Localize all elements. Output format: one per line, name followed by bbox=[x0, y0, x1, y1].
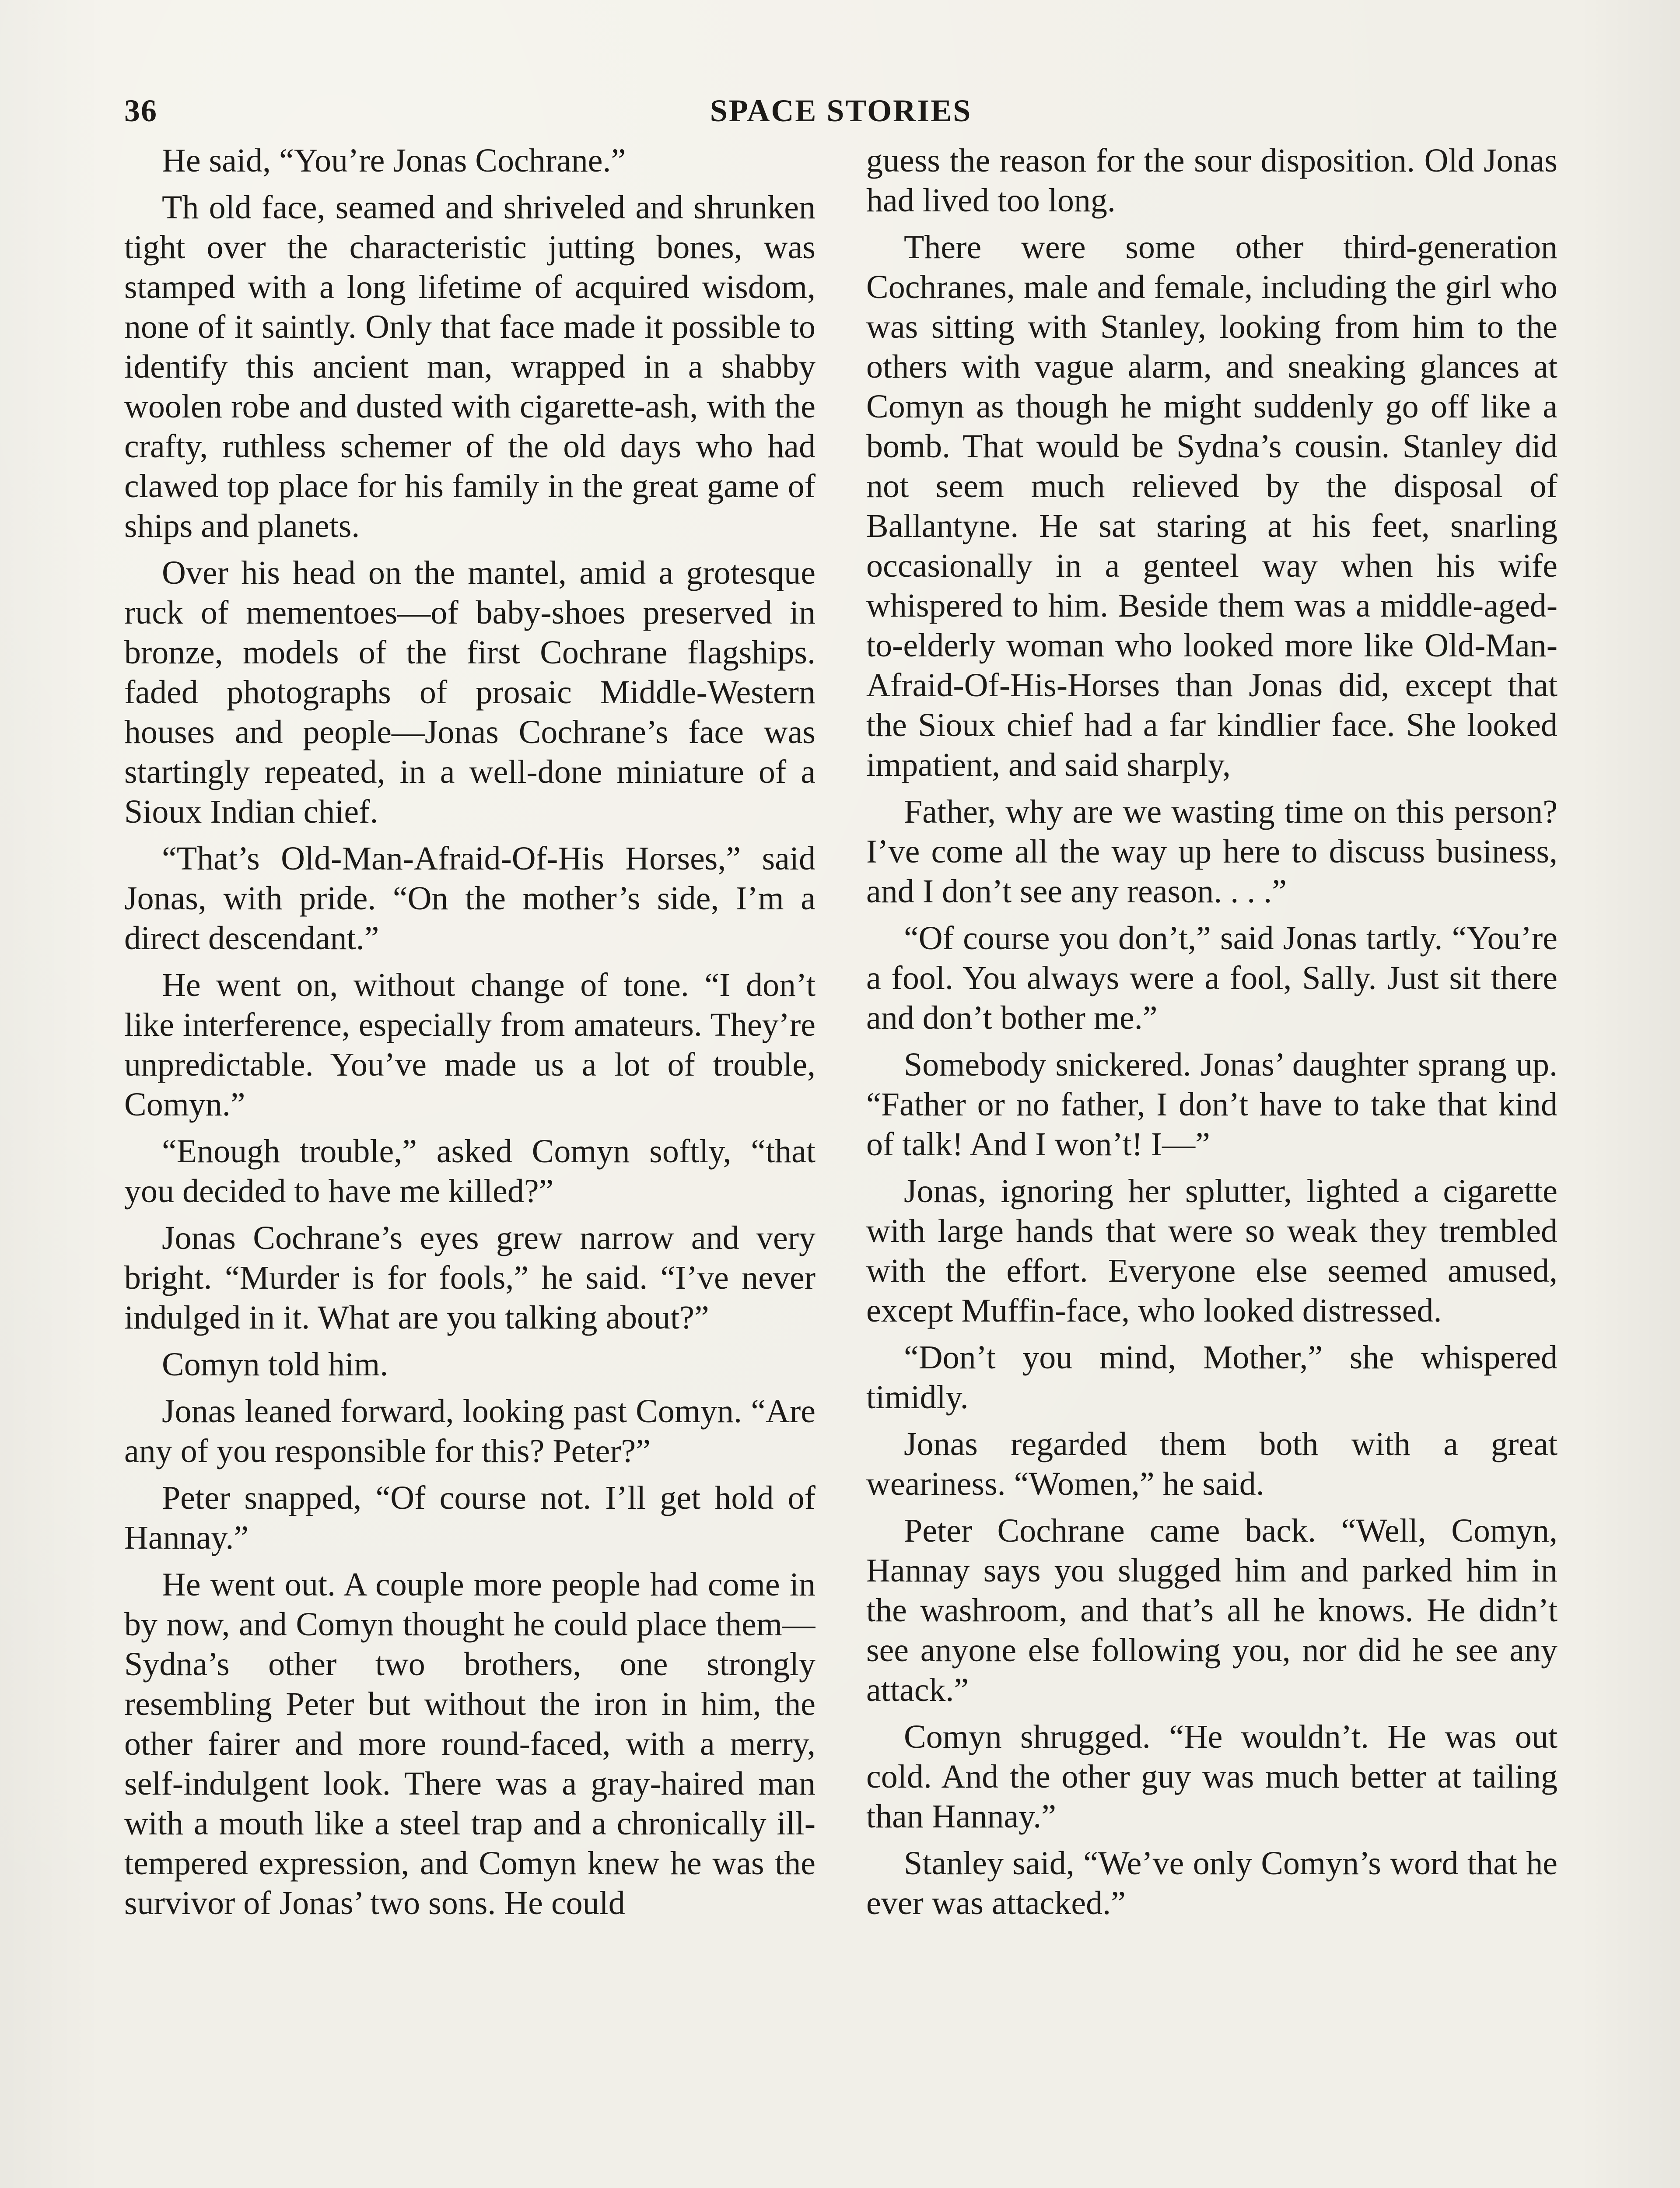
paragraph: Peter Cochrane came back. “Well, Comyn, Hannay says you slugged him and parked him in the washroom, and that’s all he knows. He didn’t see anyone else following you, nor did he see any attack.” bbox=[866, 1512, 1558, 1708]
paragraph: “That’s Old-Man-Afraid-Of-His Horses,” said Jonas, with pride. “On the mother’s side, I’m a direct descendant.” bbox=[124, 840, 816, 957]
paragraph: He said, “You’re Jonas Cochrane.” bbox=[162, 142, 626, 179]
paragraph: Over his head on the mantel, amid a grotesque ruck of mementoes—of baby-shoes preserved in bronze, models of the first Cochrane flagships. faded photographs of prosaic Middle-Western houses and people—Jonas Cochrane’s face was startingly repeated, in a well-done miniature of a Sioux Indian chief. bbox=[124, 554, 816, 830]
paragraph: Jonas Cochrane’s eyes grew narrow and very bright. “Murder is for fools,” he said. “I’ve never indulged in it. What are you talking about?” bbox=[124, 1220, 816, 1336]
paragraph: Peter snapped, “Of course not. I’ll get hold of Hannay.” bbox=[124, 1480, 816, 1556]
page-number: 36 bbox=[124, 93, 158, 128]
paragraph: He went out. A couple more people had come in by now, and Comyn thought he could place them—Sydna’s other two brothers, one strongly resembling Peter but without the iron in him, the other fairer and more round-faced, with a merry, self-indulgent look. There was a gray-haired man with a mouth like a steel trap and a chronically ill-tempered expression, and Comyn knew he was the survivor of Jonas’ two sons. He could bbox=[124, 1566, 816, 1922]
running-title: SPACE STORIES bbox=[710, 93, 972, 128]
left-column bbox=[124, 141, 816, 2188]
paragraph: Jonas, ignoring her splutter, lighted a cigarette with large hands that were so weak they trembled with the effort. Everyone else seemed amused, except Muffin-face, who looked distressed. bbox=[866, 1173, 1558, 1329]
paragraph: “Enough trouble,” asked Comyn softly, “that you decided to have me killed?” bbox=[124, 1133, 816, 1210]
paragraph: Comyn shrugged. “He wouldn’t. He was out cold. And the other guy was much better at tailing than Hannay.” bbox=[866, 1718, 1558, 1835]
paragraph-continuation: guess the reason for the sour disposition. Old Jonas had lived too long. bbox=[866, 142, 1558, 219]
paragraph: There were some other third-generation Cochranes, male and female, including the girl who was sitting with Stanley, looking from him to the others with vague alarm, and sneaking glances at Comyn as though he might suddenly go off like a bomb. That would be Sydna’s cousin. Stanley did not seem much relieved by the disposal of Ballantyne. He sat staring at his feet, snarling occasionally in a genteel way when his wife whispered to him. Beside them was a middle-aged-to-elderly woman who looked more like Old-Man-Afraid-Of-His-Horses than Jonas did, except that the Sioux chief had a far kindlier face. She looked impatient, and said sharply, bbox=[866, 229, 1558, 783]
paragraph: Th old face, seamed and shriveled and shrunken tight over the characteristic jutting bones, was stamped with a long lifetime of acquired wisdom, none of it saintly. Only that face made it possible to identify this ancient man, wrapped in a shabby woolen robe and dusted with cigarette-ash, with the crafty, ruthless schemer of the old days who had clawed top place for his family in the great game of ships and planets. bbox=[124, 189, 816, 544]
paragraph: Father, why are we wasting time on this person? I’ve come all the way up here to discuss business, and I don’t see any reason. . . .” bbox=[866, 793, 1558, 910]
paragraph: “Don’t you mind, Mother,” she whispered timidly. bbox=[866, 1339, 1558, 1416]
paragraph: Stanley said, “We’ve only Comyn’s word that he ever was attacked.” bbox=[866, 1845, 1558, 1922]
paragraph: Somebody snickered. Jonas’ daughter sprang up. “Father or no father, I don’t have to take that kind of talk! And I won’t! I—” bbox=[866, 1046, 1558, 1163]
paragraph: He went on, without change of tone. “I don’t like interference, especially from amateurs. They’re unpredictable. You’ve made us a lot of trouble, Comyn.” bbox=[124, 967, 816, 1123]
right-column bbox=[866, 141, 1558, 2188]
paragraph: Jonas regarded them both with a great weariness. “Women,” he said. bbox=[866, 1426, 1558, 1502]
paragraph: Jonas leaned forward, looking past Comyn. “Are any of you responsible for this? Peter?” bbox=[124, 1393, 816, 1469]
text-columns bbox=[124, 141, 1558, 2188]
paragraph: Comyn told him. bbox=[162, 1346, 388, 1383]
page-header bbox=[124, 93, 1558, 141]
paragraph: “Of course you don’t,” said Jonas tartly. “You’re a fool. You always were a fool, Sally. Just sit there and don’t bother me.” bbox=[866, 920, 1558, 1036]
